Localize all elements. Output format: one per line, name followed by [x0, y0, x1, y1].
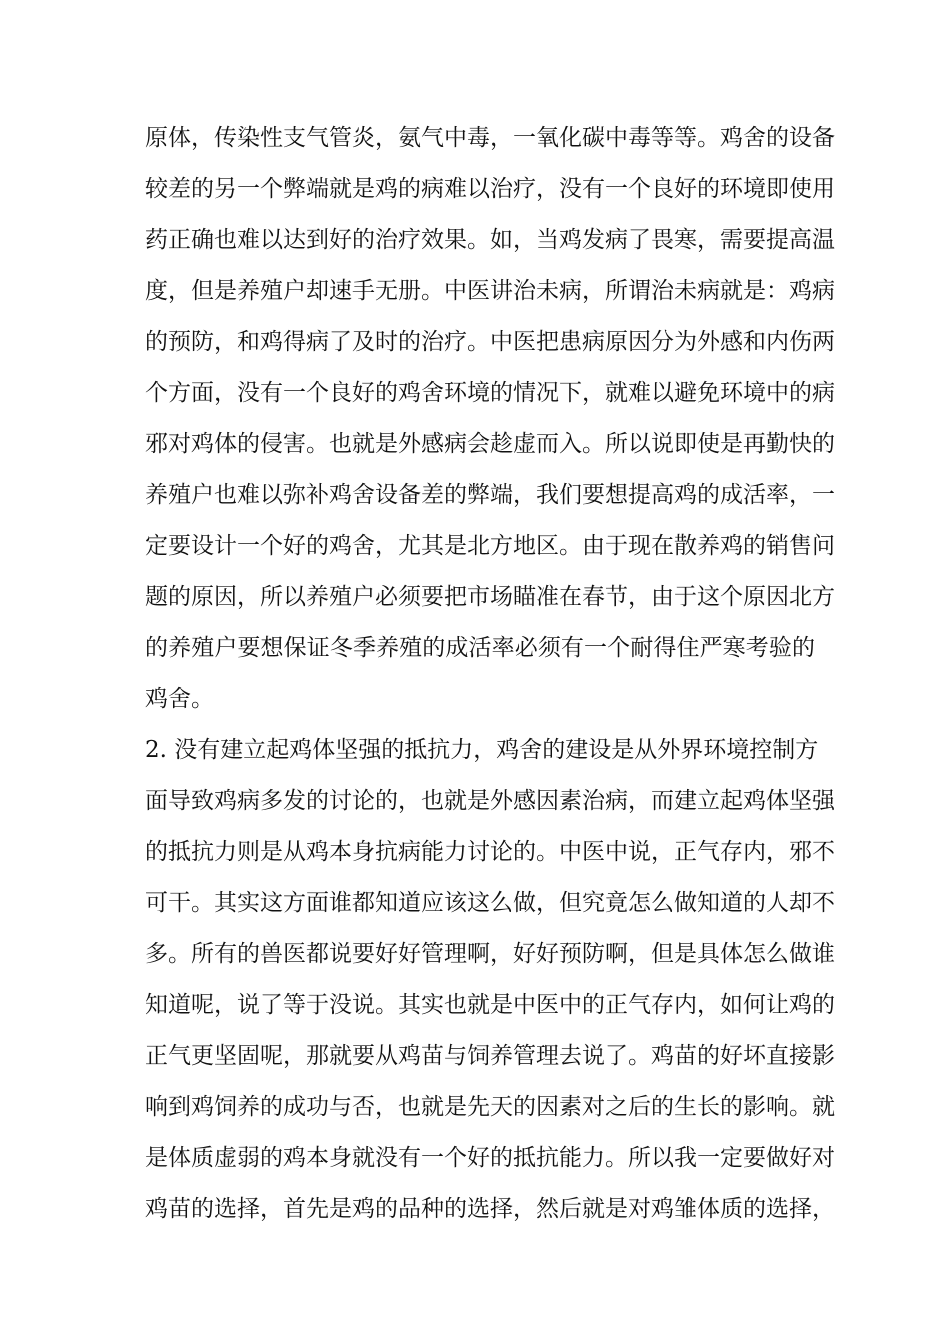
text-line: 是体质虚弱的鸡本身就没有一个好的抵抗能力。所以我一定要做好对 [145, 1145, 835, 1171]
text-line: 多。所有的兽医都说要好好管理啊，好好预防啊，但是具体怎么做谁 [145, 941, 835, 967]
text-line: 响到鸡饲养的成功与否，也就是先天的因素对之后的生长的影响。就 [145, 1094, 835, 1120]
text-line: 的养殖户要想保证冬季养殖的成活率必须有一个耐得住严寒考验的 [145, 635, 815, 661]
document-body [145, 116, 835, 1238]
text-line: 养殖户也难以弥补鸡舍设备差的弊端，我们要想提高鸡的成活率，一 [145, 482, 835, 508]
text-line: 正气更坚固呢，那就要从鸡苗与饲养管理去说了。鸡苗的好坏直接影 [145, 1043, 835, 1069]
text-line: 定要设计一个好的鸡舍，尤其是北方地区。由于现在散养鸡的销售问 [145, 533, 835, 559]
text-line: 的预防，和鸡得病了及时的治疗。中医把患病原因分为外感和内伤两 [145, 329, 835, 355]
text-line: 可干。其实这方面谁都知道应该这么做，但究竟怎么做知道的人却不 [145, 890, 835, 916]
text-line: 2. 没有建立起鸡体坚强的抵抗力，鸡舍的建设是从外界环境控制方 [145, 737, 819, 763]
text-line: 知道呢，说了等于没说。其实也就是中医中的正气存内，如何让鸡的 [145, 992, 835, 1018]
text-line: 鸡苗的选择，首先是鸡的品种的选择，然后就是对鸡雏体质的选择， [145, 1196, 835, 1222]
text-line: 药正确也难以达到好的治疗效果。如，当鸡发病了畏寒，需要提高温 [145, 227, 835, 253]
text-line: 原体，传染性支气管炎，氨气中毒，一氧化碳中毒等等。鸡舍的设备 [145, 125, 835, 151]
text-line: 题的原因，所以养殖户必须要把市场瞄准在春节，由于这个原因北方 [145, 584, 835, 610]
text-line: 面导致鸡病多发的讨论的，也就是外感因素治病，而建立起鸡体坚强 [145, 788, 835, 814]
text-line: 邪对鸡体的侵害。也就是外感病会趁虚而入。所以说即使是再勤快的 [145, 431, 835, 457]
text-line: 个方面，没有一个良好的鸡舍环境的情况下，就难以避免环境中的病 [145, 380, 835, 406]
text-line: 度，但是养殖户却速手无册。中医讲治未病，所谓治未病就是：鸡病 [145, 278, 835, 304]
text-line: 较差的另一个弊端就是鸡的病难以治疗，没有一个良好的环境即使用 [145, 176, 835, 202]
text-line: 鸡舍。 [145, 686, 214, 712]
text-line: 的抵抗力则是从鸡本身抗病能力讨论的。中医中说，正气存内，邪不 [145, 839, 835, 865]
